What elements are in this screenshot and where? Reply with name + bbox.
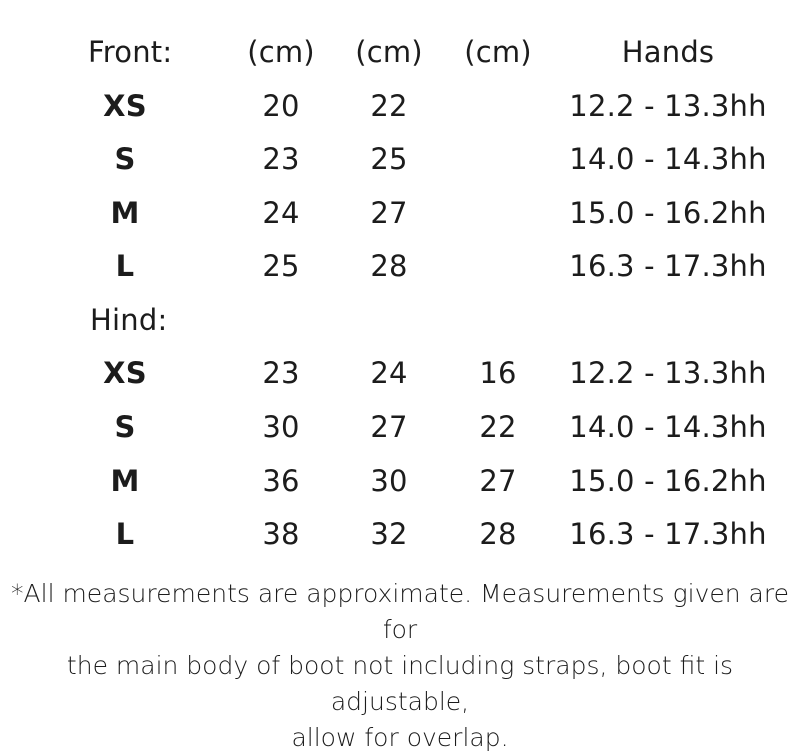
hands-range: 12.2 - 13.3hh — [569, 89, 767, 123]
size-label: XS — [103, 89, 147, 123]
measurement-1: 24 — [262, 196, 300, 230]
size-label: M — [110, 464, 140, 498]
measurement-2: 25 — [370, 142, 408, 176]
measurement-2: 22 — [370, 89, 408, 123]
measurement-1: 23 — [262, 142, 300, 176]
size-label: S — [114, 410, 136, 444]
footnote-line-1: *All measurements are approximate. Measurements given are for — [11, 579, 789, 644]
measurement-2: 32 — [370, 517, 408, 551]
measurement-1: 20 — [262, 89, 300, 123]
column-header-1: (cm) — [247, 35, 315, 69]
column-header-3: (cm) — [464, 35, 532, 69]
measurement-3: 16 — [479, 356, 517, 390]
hands-range: 14.0 - 14.3hh — [569, 142, 767, 176]
column-header-2: (cm) — [355, 35, 423, 69]
front-section-label: Front: — [88, 35, 173, 69]
measurement-1: 36 — [262, 464, 300, 498]
measurement-3: 28 — [479, 517, 517, 551]
measurement-2: 24 — [370, 356, 408, 390]
measurement-3: 27 — [479, 464, 517, 498]
size-label: XS — [103, 356, 147, 390]
measurement-1: 23 — [262, 356, 300, 390]
measurement-1: 30 — [262, 410, 300, 444]
hands-range: 16.3 - 17.3hh — [569, 249, 767, 283]
hands-range: 15.0 - 16.2hh — [569, 196, 767, 230]
footnote-line-2: the main body of boot not including straps, boot fit is adjustable, — [66, 651, 734, 716]
size-label: M — [110, 196, 140, 230]
measurement-footnote — [0, 576, 800, 756]
measurement-3: 22 — [479, 410, 517, 444]
size-label: S — [114, 142, 136, 176]
hands-range: 12.2 - 13.3hh — [569, 356, 767, 390]
measurement-2: 30 — [370, 464, 408, 498]
size-label: L — [115, 249, 135, 283]
hands-range: 14.0 - 14.3hh — [569, 410, 767, 444]
size-label: L — [115, 517, 135, 551]
measurement-2: 28 — [370, 249, 408, 283]
measurement-1: 38 — [262, 517, 300, 551]
footnote-line-3: allow for overlap. — [291, 723, 509, 752]
column-header-hands: Hands — [621, 35, 715, 69]
measurement-2: 27 — [370, 410, 408, 444]
measurement-2: 27 — [370, 196, 408, 230]
measurement-1: 25 — [262, 249, 300, 283]
hands-range: 15.0 - 16.2hh — [569, 464, 767, 498]
hands-range: 16.3 - 17.3hh — [569, 517, 767, 551]
hind-section-label: Hind: — [90, 303, 168, 337]
